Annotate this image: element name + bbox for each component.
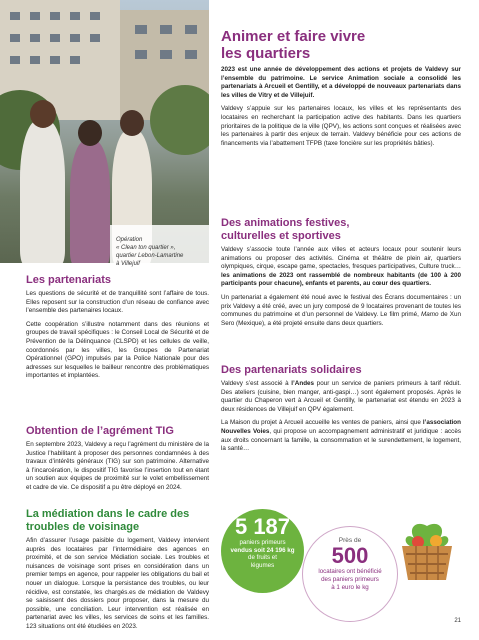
partenariats-section (26, 274, 209, 381)
stat-line: vendus soit 24 196 kg (230, 546, 295, 554)
section-title-tig: Obtention de l’agrément TIG (26, 425, 174, 437)
stat-number: 5 187 (234, 514, 291, 539)
animer-section (221, 66, 461, 148)
festives-paragraph-1 (221, 246, 461, 289)
stat-locataires (302, 526, 398, 622)
text: La Maison du projet à Arcueil accueille les ventes de paniers, ainsi que (221, 419, 423, 427)
mediation-paragraph: Afin d’assurer l’usage paisible du logement, Valdevy intervient auprès des locataires par l’intermédiaire des agences en proximité, et de son service Médiation sociale. Les troubles et nuisances de voisinage sont prises en considération dans un premier temps en agence, pour rappeler les obligations du bail et nouer un dialogue. Lorsque la persistance des troubles, ou leur récidive, est constatée, les chargés.es de médiation de Valdevy se saisissent des dossiers pour proposer, dans la mesure du possible, une conciliation. Leur intervention est réalisée en partenariat avec les villes, les services de soins et les familles. 123 situations ont été étudiées en 2023. (26, 537, 209, 630)
text: pour un service de paniers primeurs à tarif réduit. Des ateliers (cuisine, bien manger, anti-gaspi…) sont également proposés. Après le quartier du Chaperon vert à Arcueil et Gentilly, le partenariat est étendu en 2023 à deux résidences de Villejuif en QPV également. (221, 380, 461, 413)
mediation-section (26, 508, 209, 632)
stat-line: des paniers primeurs (321, 575, 379, 583)
title-line: La médiation dans le cadre des (26, 508, 190, 520)
section-title-solidaires: Des partenariats solidaires (221, 364, 362, 376)
solidaires-section (221, 364, 461, 454)
stat-line: de fruits et (248, 554, 277, 562)
hero-photo (0, 0, 209, 263)
photo-caption (116, 236, 208, 268)
text: Valdevy s’associe toute l’année aux villes et acteurs locaux pour soutenir leurs animations ou proposer des activités. Cinéma et théâtre de plein air, quartiers olympiques, cirque, escape game, spectacles, fresques participatives, Culture truck… (221, 246, 461, 271)
text-bold: l’Andes (291, 380, 315, 387)
section-title-partenariats: Les partenariats (26, 274, 111, 286)
stat-paniers-vendus (221, 509, 304, 593)
festives-section (221, 217, 461, 328)
caption-line: Opération (116, 237, 143, 243)
title-line: culturelles et sportives (221, 230, 341, 242)
text: Valdevy s’est associé à (221, 380, 292, 387)
title-line: Des animations festives, (221, 217, 350, 229)
partenariats-paragraph-2: Cette coopération s’illustre notamment dans des réunions et groupes de travail spécifiques : le Conseil Local de Sécurité et de Prévention de la Délinquance (CLSPD) et les cellules de veille, coordonnés par les villes, les Groupes de Partenariat Opérationnel (GPO) impulsés par la Police Nationale pour des adresses sur lesquelles le bailleur rencontre des problématiques importantes et implantées. (26, 320, 209, 380)
title-line: troubles de voisinage (26, 521, 140, 533)
section-title-festives (221, 217, 461, 243)
caption-line: à Villejuif (116, 261, 140, 267)
title-line: Animer et faire vivre (221, 28, 366, 45)
caption-line: « Clean ton quartier », (116, 245, 176, 251)
text: , qui propose un accompagnement administratif et juridique : accès aux droits concernant la famille, la consommation et le surendettement, le logement, la santé… (221, 427, 461, 453)
animer-intro: 2023 est une année de développement des actions et projets de Valdevy sur l’ensemble du patrimoine. Le service Animation sociale a consolidé les partenariats à Arcueil et Gentilly, et a développé de nouveaux partenariats dans les villes de Vitry et de Villejuif. (221, 66, 461, 99)
tig-section (26, 425, 209, 493)
caption-line: quartier Lebon-Lamartine (116, 253, 184, 259)
section-title-animer (221, 28, 461, 62)
partenariats-paragraph-1: Les questions de sécurité et de tranquillité sont l’affaire de tous. Elles reposent sur la construction d’un réseau de confiance avec l’ensemble des partenaires locaux. (26, 290, 209, 315)
festives-paragraph-2 (221, 294, 461, 328)
page-number: 21 (454, 618, 461, 624)
stat-line: à 1 euro le kg (331, 583, 369, 591)
basket-icon (396, 518, 458, 588)
solidaires-paragraph-1 (221, 380, 461, 414)
text-bold: l’association Nouvelles Voies (221, 419, 461, 435)
stat-line: paniers primeurs (239, 539, 286, 546)
stat-number: 500 (331, 543, 369, 568)
tig-paragraph: En septembre 2023, Valdevy a reçu l’agrément du ministère de la Justice l’habilitant à proposer des personnes condamnées à des travaux d’intérêts généraux (TIG) sur son patrimoine. Alternative à l’incarcération, le dispositif TIG favorise l’insertion tout en étant un soutien aux équipes de proximité sur le volet embellissement et cadre de vie. Ce dispositif a pu être déployé en 2024. (26, 441, 209, 491)
text-bold: les animations de 2023 ont rassemblé de nombreux habitants (de 100 à 200 participants pour chacune), enfants et parents, au cœur des quartiers. (221, 271, 461, 288)
section-title-mediation (26, 508, 209, 534)
text: Un partenariat a également été noué avec le festival des Écrans documentaires : un prix Valdevy a été créé, avec un jury composé de 9 locataires provenant de toutes les communes du patrimoine et d’un personnel de Valdevy. Le film primé, (221, 293, 461, 319)
title-line: les quartiers (221, 45, 311, 62)
stat-prefix: Près de (338, 537, 362, 544)
animer-paragraph: Valdevy s’appuie sur les partenaires locaux, les villes et les représentants des locataires en recherchant la participation active des habitants. Dans les quartiers prioritaires de la politique de la ville (QPV), les actions sont conçues et réalisées avec les partenaires à partir des enjeux de terrain. Valdevy bénéficie pour ces actions de financements via l’abattement TFPB (taxe foncière sur les propriétés bâties). (221, 105, 461, 147)
stat-line: légumes (250, 561, 275, 569)
text: de Xun Sero (Mexique), a été projeté ensuite dans deux quartiers. (221, 311, 461, 327)
film-title: Mamo (421, 311, 439, 319)
stat-line: locataires ont bénéficié (318, 568, 382, 575)
solidaires-paragraph-2 (221, 419, 461, 453)
